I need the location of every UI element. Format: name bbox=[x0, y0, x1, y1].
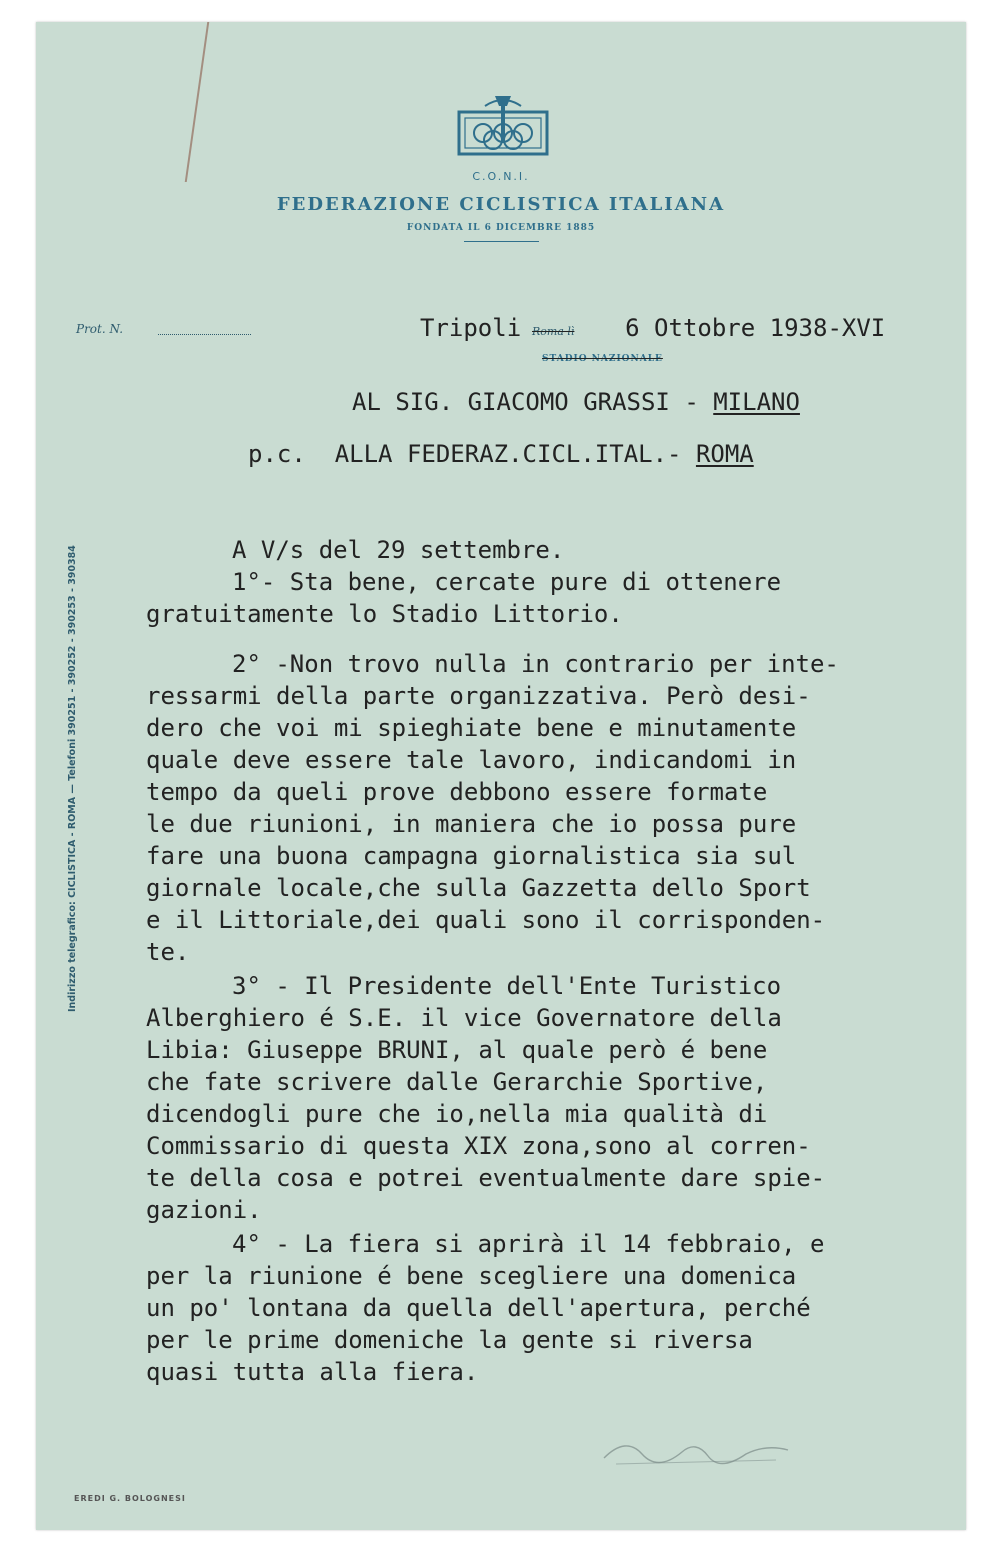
body-line: fare una buona campagna giornalistica sia sul bbox=[146, 842, 797, 870]
protocol-dots bbox=[158, 334, 251, 335]
recipient-line bbox=[352, 388, 800, 416]
side-contacts: Indirizzo telegrafico: CICLISTICA - ROMA — Telefoni 390251 - 390252 - 390253 - 390384 bbox=[67, 545, 78, 1012]
body-line: quasi tutta alla fiera. bbox=[146, 1358, 479, 1386]
body-line: quale deve essere tale lavoro, indicandomi in bbox=[146, 746, 797, 774]
recipient-city: MILANO bbox=[713, 388, 800, 416]
letterhead-divider bbox=[464, 241, 539, 242]
recipient-name: AL SIG. GIACOMO GRASSI - bbox=[352, 388, 714, 416]
coni-label: C.O.N.I. bbox=[472, 170, 530, 183]
body-line: giornale locale,che sulla Gazzetta dello Sport bbox=[146, 874, 811, 902]
body-line: dero che voi mi spieghiate bene e minutamente bbox=[146, 714, 797, 742]
body-line: Libia: Giuseppe BRUNI, al quale però é bene bbox=[146, 1036, 768, 1064]
body-line: che fate scrivere dalle Gerarchie Sportive, bbox=[146, 1068, 768, 1096]
place-printed-struck: Roma lì bbox=[532, 325, 575, 338]
stadium-struck: STADIO NAZIONALE bbox=[542, 354, 663, 364]
cc-city: ROMA bbox=[695, 440, 754, 468]
protocol-label: Prot. N. bbox=[76, 322, 124, 336]
body-line: te della cosa e potrei eventualmente dare spie- bbox=[146, 1164, 826, 1192]
body-line: 1°- Sta bene, cercate pure di ottenere bbox=[232, 568, 782, 596]
federation-name: FEDERAZIONE CICLISTICA ITALIANA bbox=[276, 194, 726, 215]
body-line: te. bbox=[146, 938, 190, 966]
date-line bbox=[420, 314, 885, 342]
body-line: Commissario di questa XIX zona,sono al corren- bbox=[146, 1132, 811, 1160]
cc-name: ALLA FEDERAZ.CICL.ITAL.- bbox=[334, 440, 696, 468]
place-typed: Tripoli bbox=[420, 314, 522, 342]
printer-credit: EREDI G. BOLOGNESI bbox=[74, 1494, 186, 1503]
letter-sheet bbox=[36, 22, 966, 1530]
cc-line bbox=[248, 440, 754, 468]
body-line: e il Littoriale,dei quali sono il corrisponden- bbox=[146, 906, 826, 934]
signature-scribble bbox=[596, 1430, 796, 1470]
letter-date: 6 Ottobre 1938-XVI bbox=[625, 314, 886, 342]
body-line: tempo da queli prove debbono essere formate bbox=[146, 778, 768, 806]
body-line: Alberghiero é S.E. il vice Governatore della bbox=[146, 1004, 782, 1032]
body-line: un po' lontana da quella dell'apertura, perché bbox=[146, 1294, 811, 1322]
body-line: gratuitamente lo Stadio Littorio. bbox=[146, 600, 623, 628]
coni-emblem-icon bbox=[455, 92, 551, 158]
cc-prefix: p.c. bbox=[248, 440, 306, 468]
body-line: ressarmi della parte organizzativa. Però desi- bbox=[146, 682, 811, 710]
body-line: gazioni. bbox=[146, 1196, 262, 1224]
body-line: 2° -Non trovo nulla in contrario per inte- bbox=[232, 650, 839, 678]
fold-crease bbox=[145, 22, 209, 182]
founded-line: FONDATA IL 6 DICEMBRE 1885 bbox=[406, 223, 596, 233]
body-line: A V/s del 29 settembre. bbox=[232, 536, 565, 564]
body-line: le due riunioni, in maniera che io possa pure bbox=[146, 810, 797, 838]
body-line: 3° - Il Presidente dell'Ente Turistico bbox=[232, 972, 782, 1000]
body-line: dicendogli pure che io,nella mia qualità di bbox=[146, 1100, 768, 1128]
body-line: per le prime domeniche la gente si riversa bbox=[146, 1326, 753, 1354]
body-line: 4° - La fiera si aprirà il 14 febbraio, e bbox=[232, 1230, 825, 1258]
body-line: per la riunione é bene scegliere una domenica bbox=[146, 1262, 797, 1290]
